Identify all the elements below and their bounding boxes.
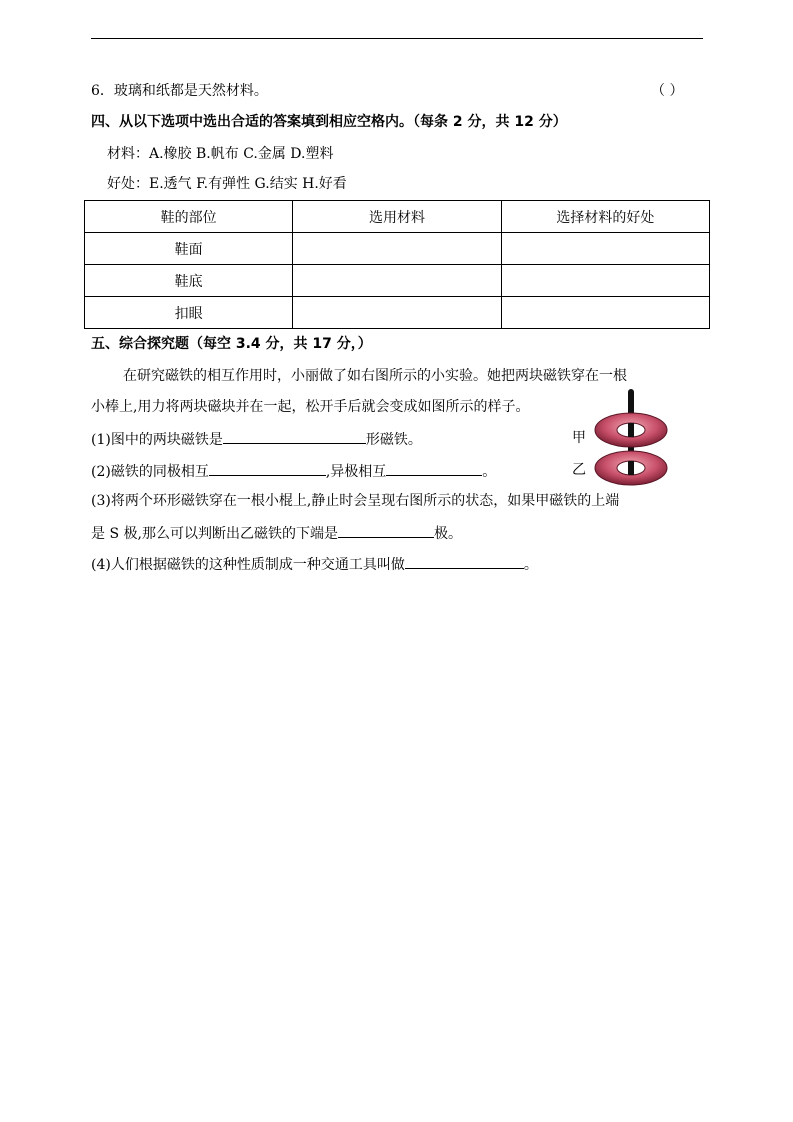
question-3-line-2 [91,522,462,544]
part-cell: 扣眼 [85,297,293,329]
q2-blank-same[interactable] [209,460,326,476]
header-cell: 选择材料的好处 [501,201,709,233]
question-4 [91,553,538,575]
question-2 [91,460,496,482]
q3-blank[interactable] [338,522,434,538]
q4-blank[interactable] [405,553,524,569]
q1-blank[interactable] [223,428,366,444]
q2-blank-opposite[interactable] [386,460,482,476]
benefit-answer-cell[interactable] [501,233,709,265]
benefit-answer-cell[interactable] [501,297,709,329]
q3-text: 是 S 极,那么可以判断出乙磁铁的下端是 [91,526,338,542]
header-rule [91,38,703,39]
question-3-line-1: (3)将两个环形磁铁穿在一根小棍上,静止时会呈现右图所示的状态，如果甲磁铁的上端 [91,493,620,509]
table-header-row [85,201,710,233]
section-4-title: 四、从以下选项中选出合适的答案填到相应空格内。（每条 2 分，共 12 分） [91,114,567,130]
intro-line-1: 在研究磁铁的相互作用时，小丽做了如右图所示的小实验。她把两块磁铁穿在一根 [123,368,627,384]
magnet-ring-yi [595,451,667,485]
answer-paren: （ ） [651,83,684,99]
materials-options: 材料：A.橡胶 B.帆布 C.金属 D.塑料 [107,146,334,162]
q2-mid: ,异极相互 [325,464,387,480]
shoe-table [84,200,710,329]
benefits-options: 好处：E.透气 F.有弹性 G.结实 H.好看 [107,176,347,192]
header-cell: 鞋的部位 [85,201,293,233]
label-yi: 乙 [572,462,586,478]
question-1 [91,428,422,450]
label-jia: 甲 [572,430,586,446]
section-5-title: 五、综合探究题（每空 3.4 分，共 17 分，） [91,336,372,352]
material-answer-cell[interactable] [293,233,501,265]
benefit-answer-cell[interactable] [501,265,709,297]
part-cell: 鞋底 [85,265,293,297]
ring-magnets-figure [590,385,670,490]
q1-text: (1)图中的两块磁铁是 [91,432,223,448]
part-cell: 鞋面 [85,233,293,265]
q3-suffix: 极。 [433,526,462,542]
table-row [85,265,710,297]
magnet-ring-jia [595,413,667,447]
material-answer-cell[interactable] [293,297,501,329]
q4-text: (4)人们根据磁铁的这种性质制成一种交通工具叫做 [91,557,405,573]
q1-suffix: 形磁铁。 [365,432,422,448]
material-answer-cell[interactable] [293,265,501,297]
header-cell: 选用材料 [293,201,501,233]
table-row [85,233,710,265]
q2-suffix: 。 [482,464,497,480]
q4-suffix: 。 [523,557,538,573]
question-6: 6．玻璃和纸都是天然材料。 [91,83,268,99]
intro-line-2: 小棒上,用力将两块磁块并在一起，松开手后就会变成如图所示的样子。 [91,399,530,415]
table-row [85,297,710,329]
q2-text: (2)磁铁的同极相互 [91,464,209,480]
